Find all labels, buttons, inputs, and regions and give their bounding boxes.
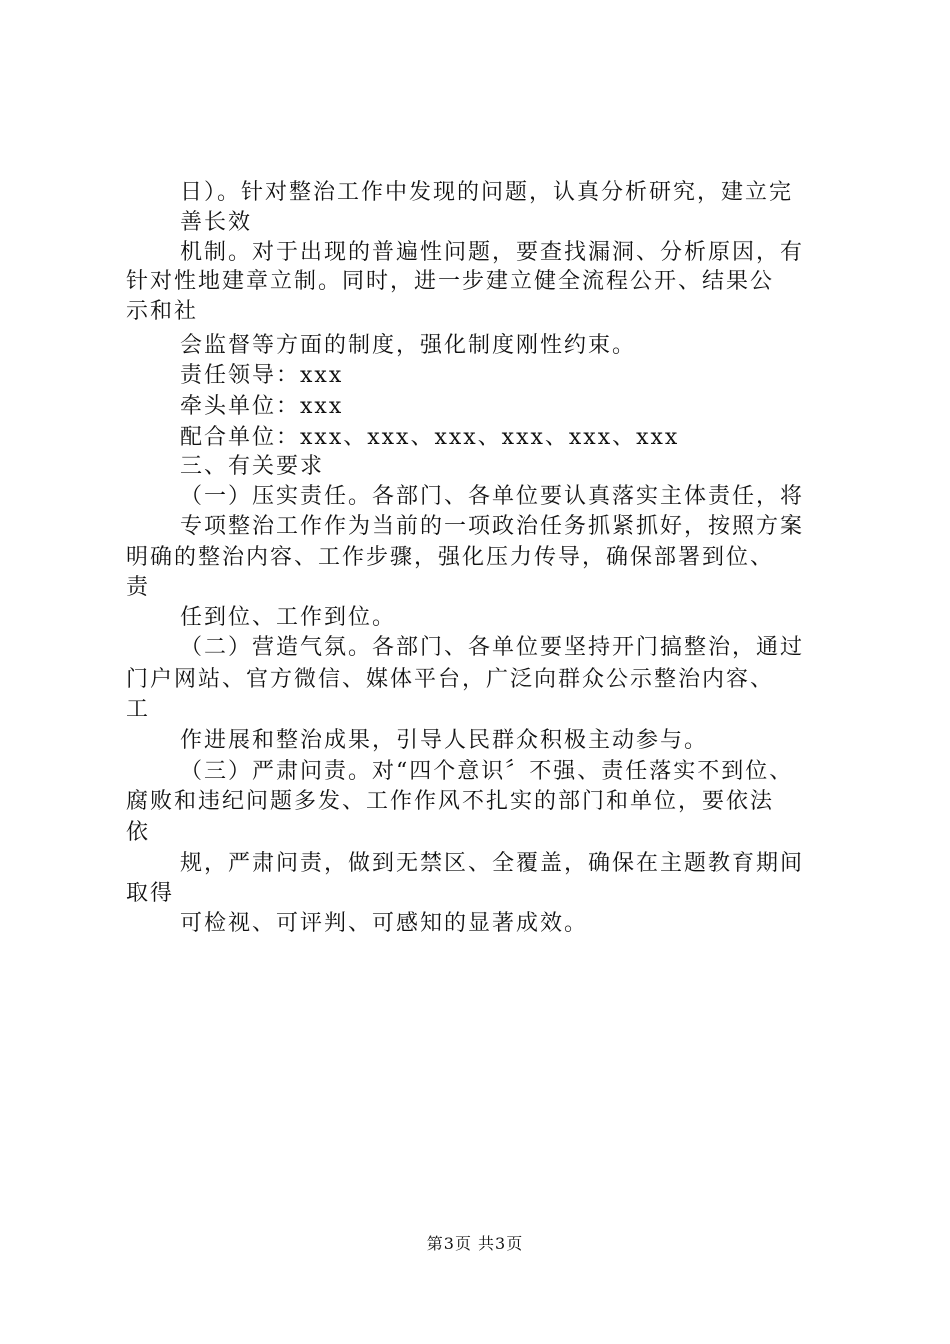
- text-line: 工: [126, 697, 151, 722]
- text-line: （一）压实责任。各部门、各单位要认真落实主体责任，将: [180, 484, 805, 509]
- lead-unit-line: 牵头单位：xxx: [180, 394, 344, 419]
- text-line: （二）营造气氛。各部门、各单位要坚持开门搞整治，通过: [180, 635, 805, 660]
- page-number-footer: 第3页 共3页: [426, 1234, 524, 1253]
- text-line: 责: [126, 575, 151, 600]
- text-line: 机制。对于出现的普遍性问题，要查找漏洞、分析原因，有: [180, 240, 805, 265]
- text-line: 会监督等方面的制度，强化制度刚性约束。: [180, 333, 637, 358]
- section-heading: 三、有关要求: [180, 454, 325, 479]
- text-line: 门户网站、官方微信、媒体平台，广泛向群众公示整治内容、: [126, 667, 775, 692]
- text-line: 腐败和违纪问题多发、工作作风不扎实的部门和单位，要依法: [126, 789, 775, 814]
- text-line: 可检视、可评判、可感知的显著成效。: [180, 911, 589, 936]
- text-line: 善长效: [180, 210, 253, 235]
- text-line: 作进展和整治成果，引导人民群众积极主动参与。: [180, 728, 709, 753]
- text-line: 规，严肃问责，做到无禁区、全覆盖，确保在主题教育期间: [180, 851, 805, 876]
- text-line: 日）。针对整治工作中发现的问题，认真分析研究，建立完: [180, 180, 794, 205]
- text-line: 专项整治工作作为当前的一项政治任务抓紧抓好，按照方案: [180, 514, 805, 539]
- text-line: 取得: [126, 881, 175, 906]
- text-line: （三）严肃问责。对“四个意识〞不强、责任落实不到位、: [180, 759, 794, 784]
- text-line: 任到位、工作到位。: [180, 605, 397, 630]
- text-line: 依: [126, 820, 151, 845]
- responsible-leader-line: 责任领导：xxx: [180, 363, 344, 388]
- text-line: 明确的整治内容、工作步骤，强化压力传导，确保部署到位、: [126, 545, 775, 570]
- text-line: 针对性地建章立制。同时，进一步建立健全流程公开、结果公: [126, 269, 775, 294]
- text-line: 示和社: [126, 299, 199, 324]
- coordinating-units-line: 配合单位：xxx、xxx、xxx、xxx、xxx、xxx: [180, 425, 680, 450]
